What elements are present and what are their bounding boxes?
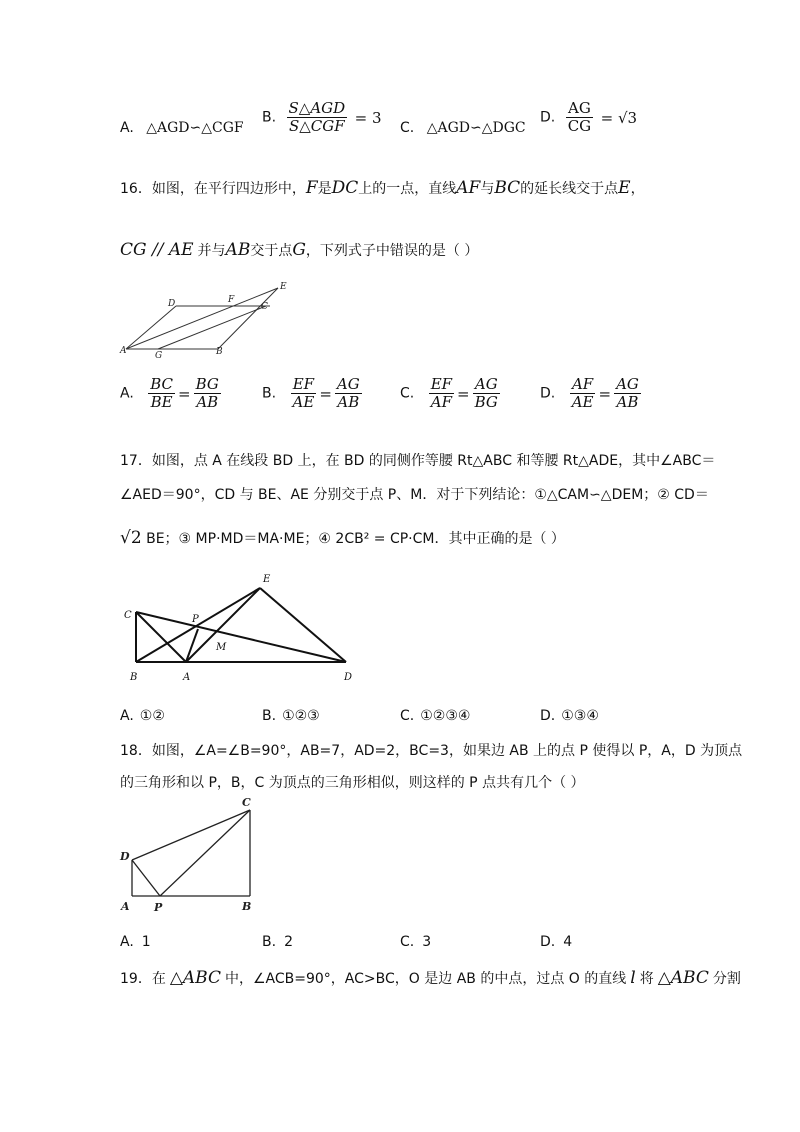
- segment-DP: [132, 860, 160, 896]
- option-label: D.: [540, 708, 556, 724]
- q16-stem-line2: [120, 240, 478, 260]
- fraction-right: [473, 376, 500, 411]
- q15-option-d: [540, 100, 640, 135]
- segment-BE: [218, 288, 278, 349]
- q16-option-d: D. $\frac{AF}{AE}$ = $\frac{AG}{AB}$: [540, 375, 639, 411]
- stem-text: 上的一点，直线: [358, 181, 457, 197]
- stem-text: 交于点: [250, 243, 293, 259]
- stem-text: ，下列式子中错误的是（ ）: [305, 243, 479, 259]
- option-text: △AGD∽△CGF: [146, 120, 244, 136]
- fraction-rhs: = √3: [600, 108, 638, 127]
- label-A: A: [183, 672, 191, 683]
- fraction-numerator: BC: [150, 375, 174, 393]
- label-A: A: [120, 346, 127, 356]
- stem-text: 与: [480, 181, 495, 197]
- q17-option-d: [540, 708, 599, 724]
- q16-option-a: A. $\frac{BC}{BE}$ = $\frac{BG}{AB}$: [120, 375, 219, 411]
- option-label: B.: [262, 109, 277, 126]
- fraction-numerator: AG: [568, 99, 591, 117]
- segment-AD: [126, 306, 176, 349]
- fraction-denominator: BG: [474, 393, 498, 411]
- stem-text: 中，∠ACB=90°，AC>BC，O 是边 AB 的中点，过点 O 的直线: [225, 971, 627, 987]
- option-label: C.: [400, 120, 415, 136]
- stem-text: 19．在: [120, 971, 166, 987]
- option-label: A.: [120, 708, 134, 724]
- fraction-denominator: AB: [337, 393, 360, 411]
- q15-option-c: [400, 120, 526, 136]
- fraction-denominator: AE: [571, 393, 594, 411]
- label-B: B: [216, 347, 223, 357]
- option-text: 1: [141, 934, 151, 950]
- option-label: C.: [400, 934, 415, 950]
- stem-text: 将: [639, 971, 654, 987]
- option-label: C.: [400, 385, 415, 402]
- fraction-numerator: S△AGD: [288, 99, 346, 117]
- q17-stem-line2: ∠AED＝90°，CD 与 BE、AE 分别交于点 P、M．对于下列结论：①△CAM∽△DEM；② CD＝: [120, 487, 709, 503]
- math-symbol: F: [305, 178, 318, 198]
- q17-option-c: [400, 708, 470, 724]
- option-text: ①②③④: [420, 708, 471, 724]
- q18-option-c: [400, 934, 431, 950]
- q16-option-c: C. $\frac{EF}{AF}$ = $\frac{AG}{BG}$: [400, 375, 498, 411]
- label-A: A: [121, 900, 130, 913]
- stem-text: 的延长线交于点: [520, 181, 619, 197]
- math-symbol: DC: [331, 178, 359, 198]
- fraction-numerator: EF: [292, 375, 315, 393]
- q18-option-a: [120, 934, 151, 950]
- fraction-rhs: = 3: [354, 108, 382, 127]
- fraction-numerator: AG: [616, 375, 639, 393]
- fraction-numerator: EF: [430, 375, 453, 393]
- fraction-right: [614, 376, 641, 411]
- label-C: C: [124, 610, 132, 621]
- q17-stem-line1: 17．如图，点 A 在线段 BD 上，在 BD 的同侧作等腰 Rt△ABC 和等腰 Rt△ADE，其中∠ABC＝: [120, 453, 716, 469]
- fraction-denominator: BE: [150, 393, 173, 411]
- stem-text: 分割: [712, 971, 741, 987]
- fraction-numerator: AG: [336, 375, 360, 393]
- label-B: B: [130, 672, 138, 683]
- stem-text: 16．如图，在平行四边形中，: [120, 181, 306, 197]
- q15-option-b: [262, 100, 385, 135]
- option-text: ①②③: [282, 708, 320, 724]
- stem-text: 并与: [197, 243, 226, 259]
- option-label: D.: [540, 109, 556, 126]
- option-label: B.: [262, 385, 277, 402]
- q18-stem-line1: 18．如图，∠A=∠B=90°，AB=7，AD=2，BC=3，如果边 AB 上的点 P 使得以 P，A，D 为顶点: [120, 743, 743, 759]
- q18-option-b: [262, 934, 293, 950]
- label-E: E: [263, 574, 271, 585]
- stem-text: ，: [630, 181, 645, 197]
- stem-text: 是: [317, 181, 332, 197]
- segment-GC: [158, 306, 266, 349]
- option-label: B.: [262, 934, 277, 950]
- math-symbol: AF: [456, 178, 481, 198]
- label-D: D: [344, 672, 353, 683]
- label-P: P: [192, 614, 199, 625]
- label-M: M: [216, 642, 227, 653]
- fraction-denominator: AB: [616, 393, 639, 411]
- math-symbol: G: [292, 240, 306, 260]
- option-label: A.: [120, 934, 134, 950]
- q18-stem-line2: 的三角形和以 P，B，C 为顶点的三角形相似，则这样的 P 点共有几个（ ）: [120, 775, 585, 791]
- stem-text: BE；③ MP·MD＝MA·ME；④ 2CB² = CP·CM．其中正确的是（ ）: [146, 531, 565, 547]
- segment-PC: [160, 810, 250, 896]
- fraction-denominator: AB: [196, 393, 219, 411]
- fraction-numerator: AF: [571, 375, 594, 393]
- q17-option-b: [262, 708, 320, 724]
- option-text: 4: [563, 934, 573, 950]
- fraction-denominator: S△CGF: [289, 117, 345, 135]
- math-symbol: △ABC: [657, 968, 709, 988]
- option-text: 3: [422, 934, 432, 950]
- q16-parallelogram-figure: [118, 280, 298, 362]
- label-E: E: [280, 282, 287, 292]
- q18-right-trapezoid-figure: [118, 790, 268, 914]
- q15-option-a: [120, 120, 244, 136]
- label-C: C: [242, 796, 251, 809]
- option-label: A.: [120, 120, 134, 136]
- option-text: 2: [284, 934, 293, 950]
- fraction-denominator: AE: [292, 393, 315, 411]
- fraction-left: [570, 376, 596, 411]
- label-D: D: [168, 299, 176, 309]
- math-symbol: CG // AE: [120, 240, 194, 260]
- ratio-fraction: [566, 100, 593, 135]
- option-label: A.: [120, 385, 134, 402]
- q16-stem-line1: [120, 178, 645, 198]
- option-label: B.: [262, 708, 277, 724]
- label-F: F: [228, 295, 235, 305]
- option-text: △AGD∽△DGC: [426, 120, 526, 136]
- q17-stem-line3: [120, 528, 565, 548]
- q17-option-a: [120, 708, 165, 724]
- q16-option-b: B. $\frac{EF}{AE}$ = $\frac{AG}{AB}$: [262, 375, 360, 411]
- math-symbol: E: [618, 178, 631, 198]
- segment-CD: [136, 612, 346, 662]
- sqrt-two: √2: [120, 528, 142, 548]
- label-B: B: [242, 900, 252, 913]
- q19-stem-line1: [120, 968, 741, 988]
- option-label: C.: [400, 708, 415, 724]
- math-symbol: AB: [225, 240, 251, 260]
- option-label: D.: [540, 385, 556, 402]
- label-C: C: [261, 302, 268, 312]
- math-symbol: BC: [494, 178, 521, 198]
- label-D: D: [120, 850, 130, 863]
- option-label: D.: [540, 934, 556, 950]
- fraction-numerator: AG: [474, 375, 498, 393]
- fraction-left: [429, 376, 454, 411]
- label-P: P: [154, 901, 163, 914]
- label-G: G: [155, 351, 163, 361]
- fraction-right: [194, 376, 221, 411]
- fraction-numerator: BG: [195, 375, 219, 393]
- q18-option-d: [540, 934, 572, 950]
- option-text: ①③④: [561, 708, 599, 724]
- fraction-left: [148, 376, 175, 411]
- fraction-left: [291, 376, 317, 411]
- fraction-denominator: CG: [567, 117, 592, 135]
- q17-triangles-figure: [118, 570, 368, 686]
- segment-DC: [132, 810, 250, 860]
- segment-AE: [126, 288, 278, 349]
- fraction-right: [335, 376, 362, 411]
- area-ratio-fraction: [287, 100, 348, 135]
- fraction-denominator: AF: [430, 393, 452, 411]
- math-symbol: l: [630, 968, 636, 988]
- option-text: ①②: [139, 708, 165, 724]
- math-symbol: △ABC: [169, 968, 221, 988]
